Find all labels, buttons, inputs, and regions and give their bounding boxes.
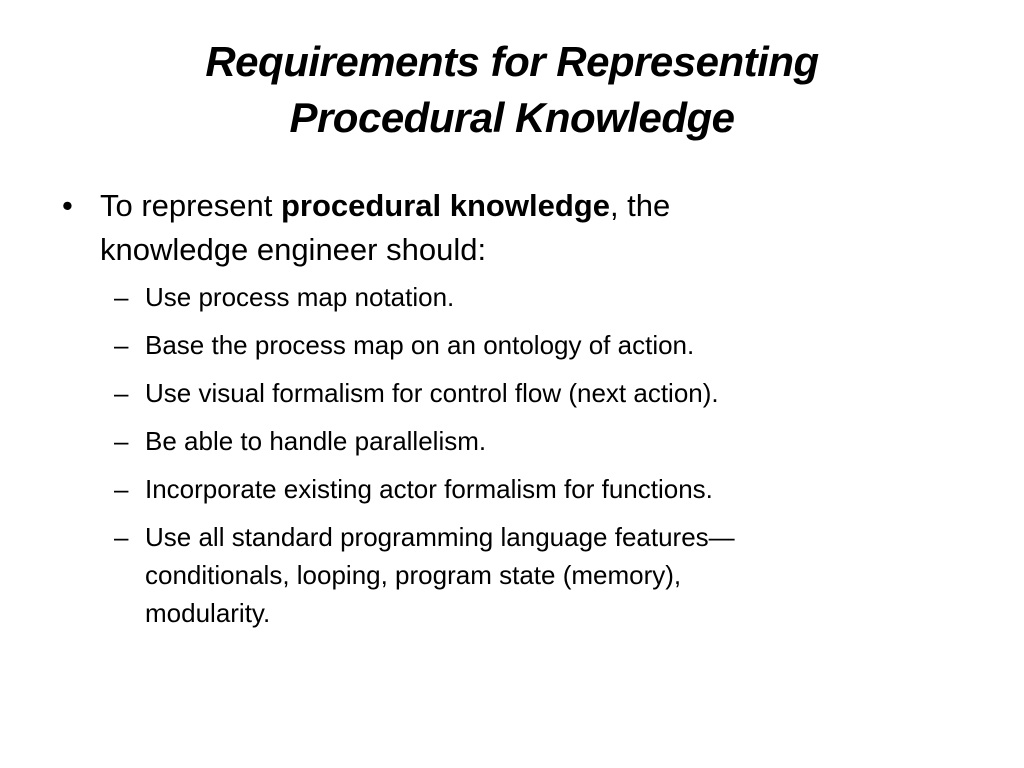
sub-bullet-text: Base the process map on an ontology of action. bbox=[145, 330, 695, 360]
slide-title-line: Procedural Knowledge bbox=[289, 94, 735, 141]
dash-marker: – bbox=[114, 426, 129, 456]
sub-bullet-text: conditionals, looping, program state (memory), bbox=[145, 560, 682, 590]
bullet-text-end: , the bbox=[609, 188, 671, 223]
slide-title-line: Requirements for Representing bbox=[205, 38, 819, 85]
sub-bullet-text: Be able to handle parallelism. bbox=[145, 426, 487, 456]
sub-bullet-item bbox=[62, 470, 942, 508]
dash-marker: – bbox=[114, 522, 129, 552]
sub-bullet-item bbox=[62, 326, 942, 364]
bullet-text-start: To represent bbox=[100, 188, 281, 223]
bullet-text-bold: procedural knowledge bbox=[280, 188, 610, 223]
sub-bullet-text: Use visual formalism for control flow (next action). bbox=[145, 378, 719, 408]
sub-bullet-text: Use all standard programming language features— bbox=[145, 522, 735, 552]
sub-bullet-list bbox=[62, 278, 942, 632]
sub-bullet-item bbox=[62, 374, 942, 412]
sub-bullet-text: Use process map notation. bbox=[145, 282, 455, 312]
sub-bullet-text: Incorporate existing actor formalism for functions. bbox=[145, 474, 713, 504]
bullet-text-line2: knowledge engineer should: bbox=[100, 232, 487, 267]
sub-bullet-item bbox=[62, 278, 942, 316]
sub-bullet-item bbox=[62, 422, 942, 460]
dash-marker: – bbox=[114, 330, 129, 360]
sub-bullet-item bbox=[62, 518, 942, 632]
dash-marker: – bbox=[114, 474, 129, 504]
bullet-marker: • bbox=[62, 188, 73, 223]
dash-marker: – bbox=[114, 282, 129, 312]
slide-body bbox=[62, 184, 942, 642]
slide-title bbox=[60, 34, 964, 146]
dash-marker: – bbox=[114, 378, 129, 408]
main-bullet bbox=[62, 184, 942, 272]
sub-bullet-text: modularity. bbox=[145, 598, 271, 628]
